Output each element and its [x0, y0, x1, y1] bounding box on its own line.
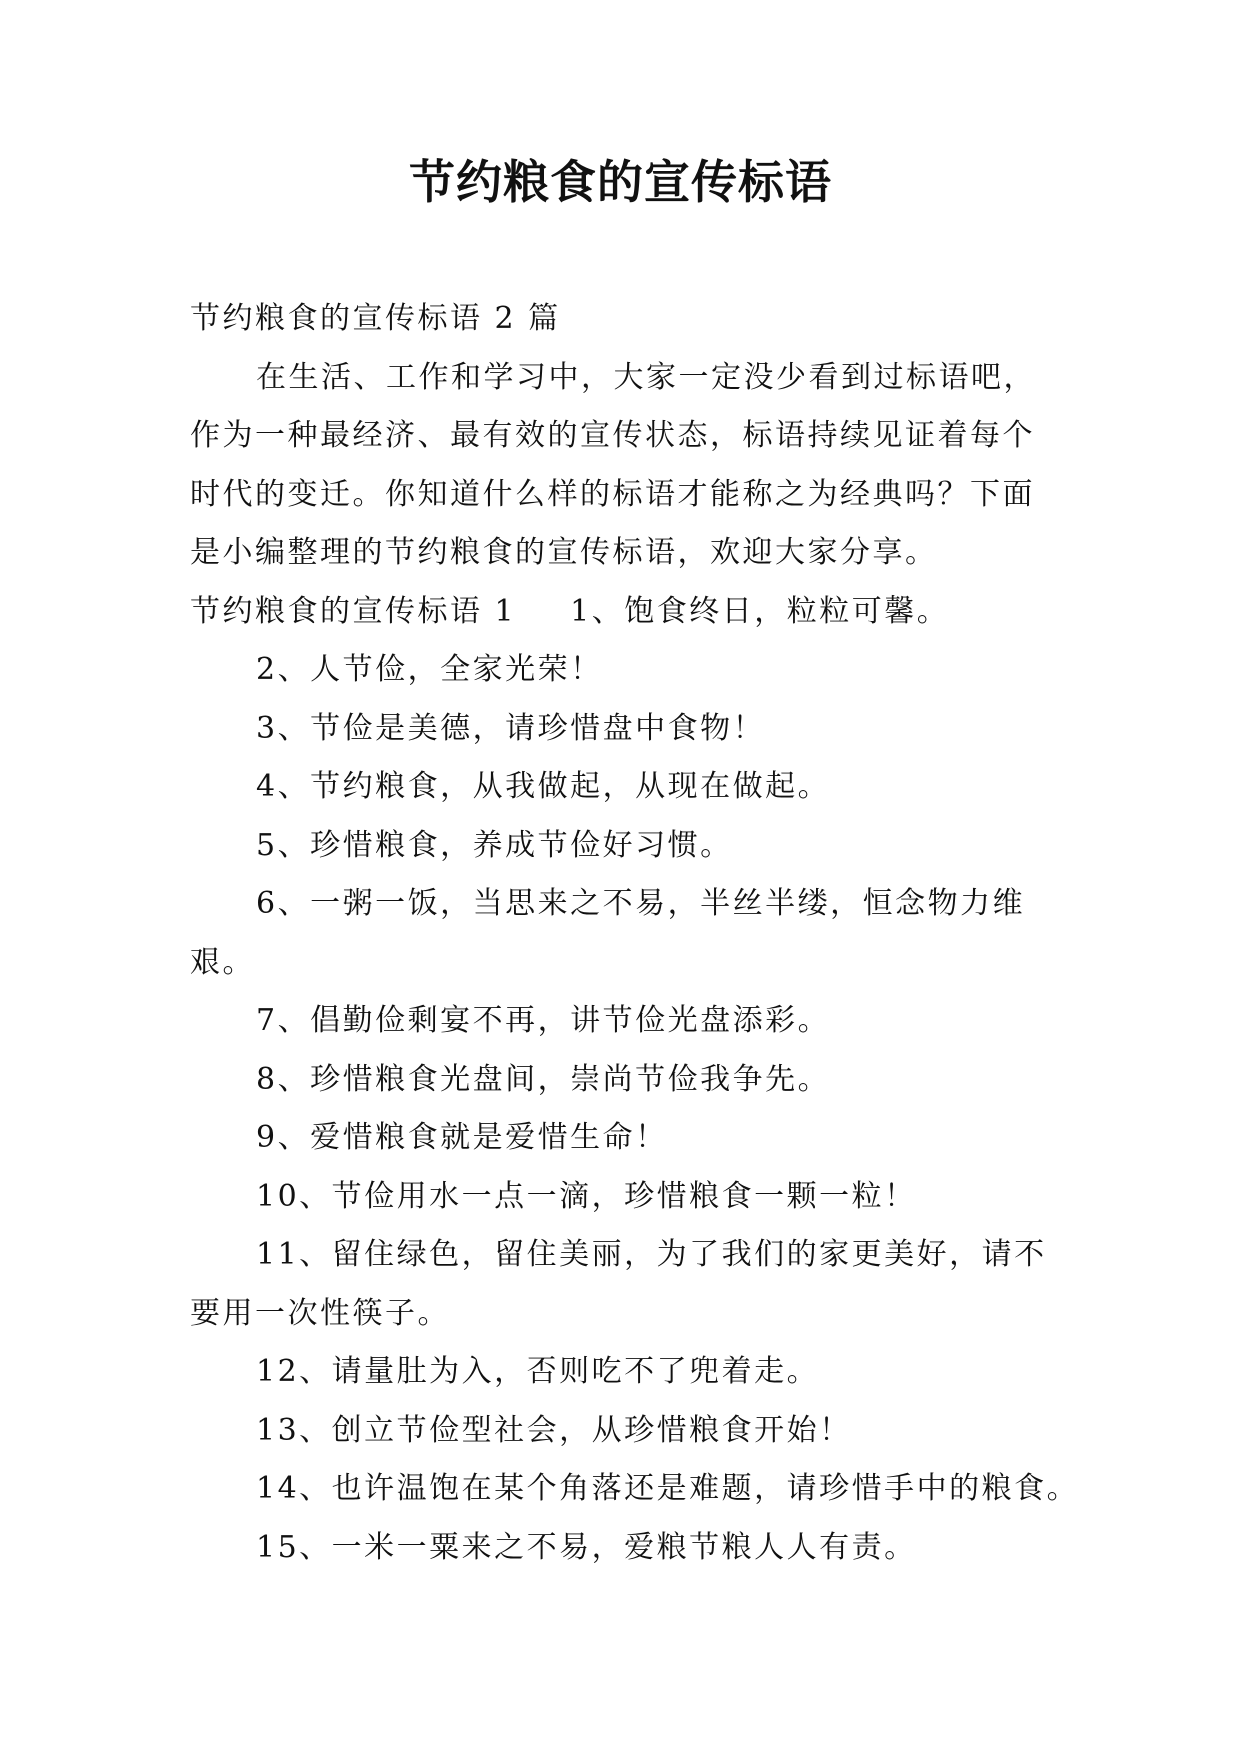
slogan-item: 13、创立节俭型社会，从珍惜粮食开始！: [256, 1412, 852, 1448]
document-title: 节约粮食的宣传标语: [409, 155, 832, 209]
slogan-item: 9、爱惜粮食就是爱惜生命！: [256, 1120, 668, 1155]
slogan-item: 4、节约粮食，从我做起，从现在做起。: [256, 769, 831, 804]
slogan-item: 15、一米一粟来之不易，爱粮节粮人人有责。: [256, 1529, 917, 1565]
slogan-item: 2、人节俭，全家光荣！: [256, 652, 603, 687]
slogan-item: 8、珍惜粮食光盘间，崇尚节俭我争先。: [256, 1061, 831, 1097]
section-heading-row: [190, 583, 1070, 642]
intro-paragraph-line: 作为一种最经济、最有效的宣传状态，标语持续见证着每个: [190, 418, 1035, 453]
intro-paragraph-line: 在生活、工作和学习中，大家一定没少看到过标语吧，: [256, 359, 1036, 395]
slogan-item: 1、饱食终日，粒粒可馨。: [570, 593, 950, 629]
slogan-item: 6、一粥一饭，当思来之不易，半丝半缕，恒念物力维: [256, 886, 1026, 921]
slogan-item: 12、请量肚为入，否则吃不了兜着走。: [256, 1354, 820, 1389]
intro-paragraph-line: 是小编整理的节约粮食的宣传标语，欢迎大家分享。: [190, 535, 938, 570]
slogan-item: 3、节俭是美德，请珍惜盘中食物！: [256, 710, 766, 746]
intro-paragraph-line: 时代的变迁。你知道什么样的标语才能称之为经典吗？下面: [190, 476, 1035, 512]
document-body: [190, 290, 1080, 1577]
slogan-item-continuation: 艰。: [190, 944, 255, 980]
slogan-item-continuation: 要用一次性筷子。: [190, 1295, 450, 1331]
slogan-item: 14、也许温饱在某个角落还是难题，请珍惜手中的粮食。: [256, 1471, 1080, 1506]
section-heading: 节约粮食的宣传标语 1: [190, 593, 517, 629]
slogan-item: 11、留住绿色，留住美丽，为了我们的家更美好，请不: [256, 1237, 1047, 1272]
slogan-item: 10、节俭用水一点一滴，珍惜粮食一颗一粒！: [256, 1178, 917, 1214]
slogan-item: 5、珍惜粮食，养成节俭好习惯。: [256, 827, 733, 863]
slogan-item: 7、倡勤俭剩宴不再，讲节俭光盘添彩。: [256, 1003, 831, 1038]
document-subtitle: 节约粮食的宣传标语 2 篇: [190, 301, 561, 336]
